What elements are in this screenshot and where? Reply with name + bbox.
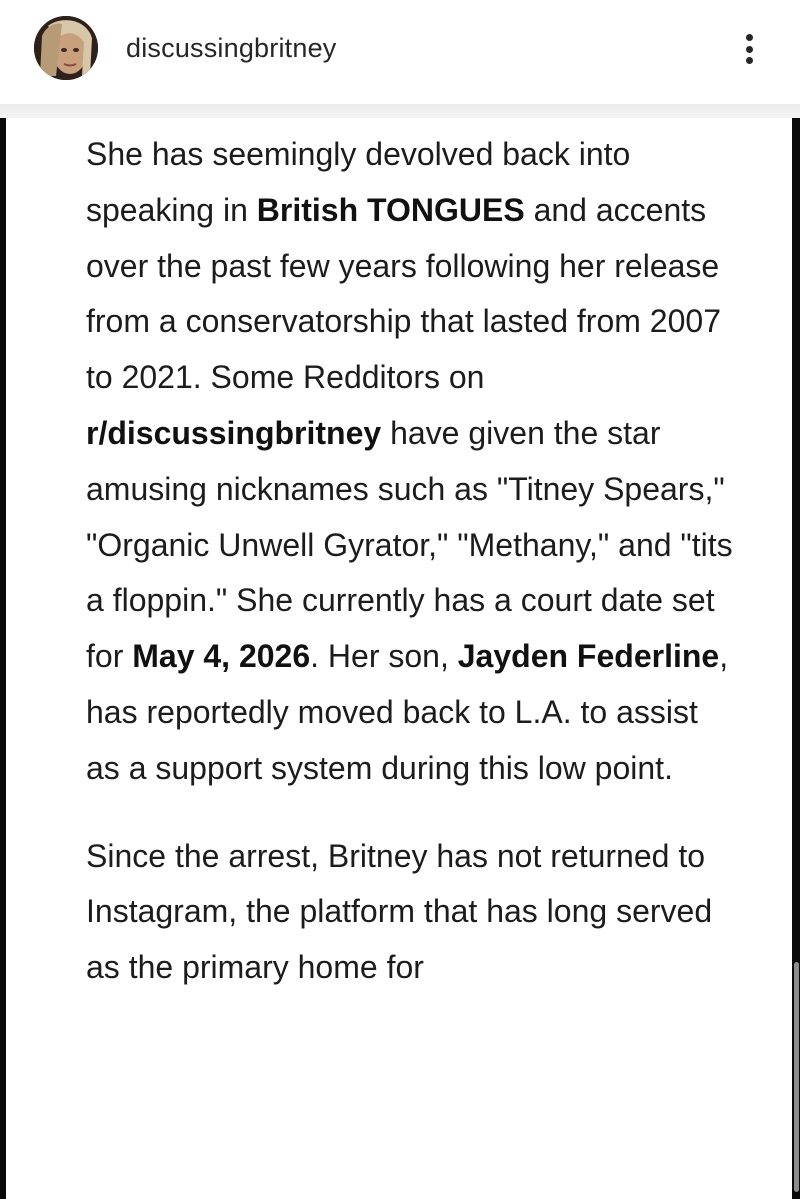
bold-text: British TONGUES [256, 191, 525, 228]
more-dot [746, 46, 753, 53]
text-run: have given the star amusing nicknames such as "Titney Spears," "Organic Unwell Gyrator," "Methany," and "tits a floppin." She currently has a court date set for [86, 414, 733, 675]
header-divider [0, 104, 800, 118]
more-vertical-icon[interactable] [732, 26, 766, 72]
paragraph [86, 829, 736, 996]
post-header [0, 0, 800, 104]
article-text [86, 127, 736, 996]
avatar[interactable] [34, 16, 98, 80]
text-run: and accents over the past few years following her release from a conservatorship that lasted from 2007 to 2021. Some Redditors on [86, 191, 721, 396]
text-run: , has reportedly moved back to L.A. to assist as a support system during this low point. [86, 638, 729, 786]
bold-text: May 4, 2026 [132, 638, 311, 675]
profile-avatar-icon [34, 16, 98, 80]
bold-text: Jayden Federline [457, 638, 720, 675]
text-run: . Her son, [310, 638, 458, 675]
bold-text: r/discussingbritney [86, 414, 382, 451]
image-border-left [0, 118, 6, 1199]
more-dot [746, 57, 753, 64]
text-run: Since the arrest, Britney has not returned to Instagram, the platform that has long served as the primary home for [86, 837, 713, 986]
username[interactable]: discussingbritney [126, 33, 337, 63]
more-dot [746, 34, 753, 41]
scrollbar-thumb[interactable] [794, 962, 799, 1192]
paragraph [86, 127, 736, 797]
text-run: She has seemingly devolved back into speaking in [86, 136, 631, 228]
